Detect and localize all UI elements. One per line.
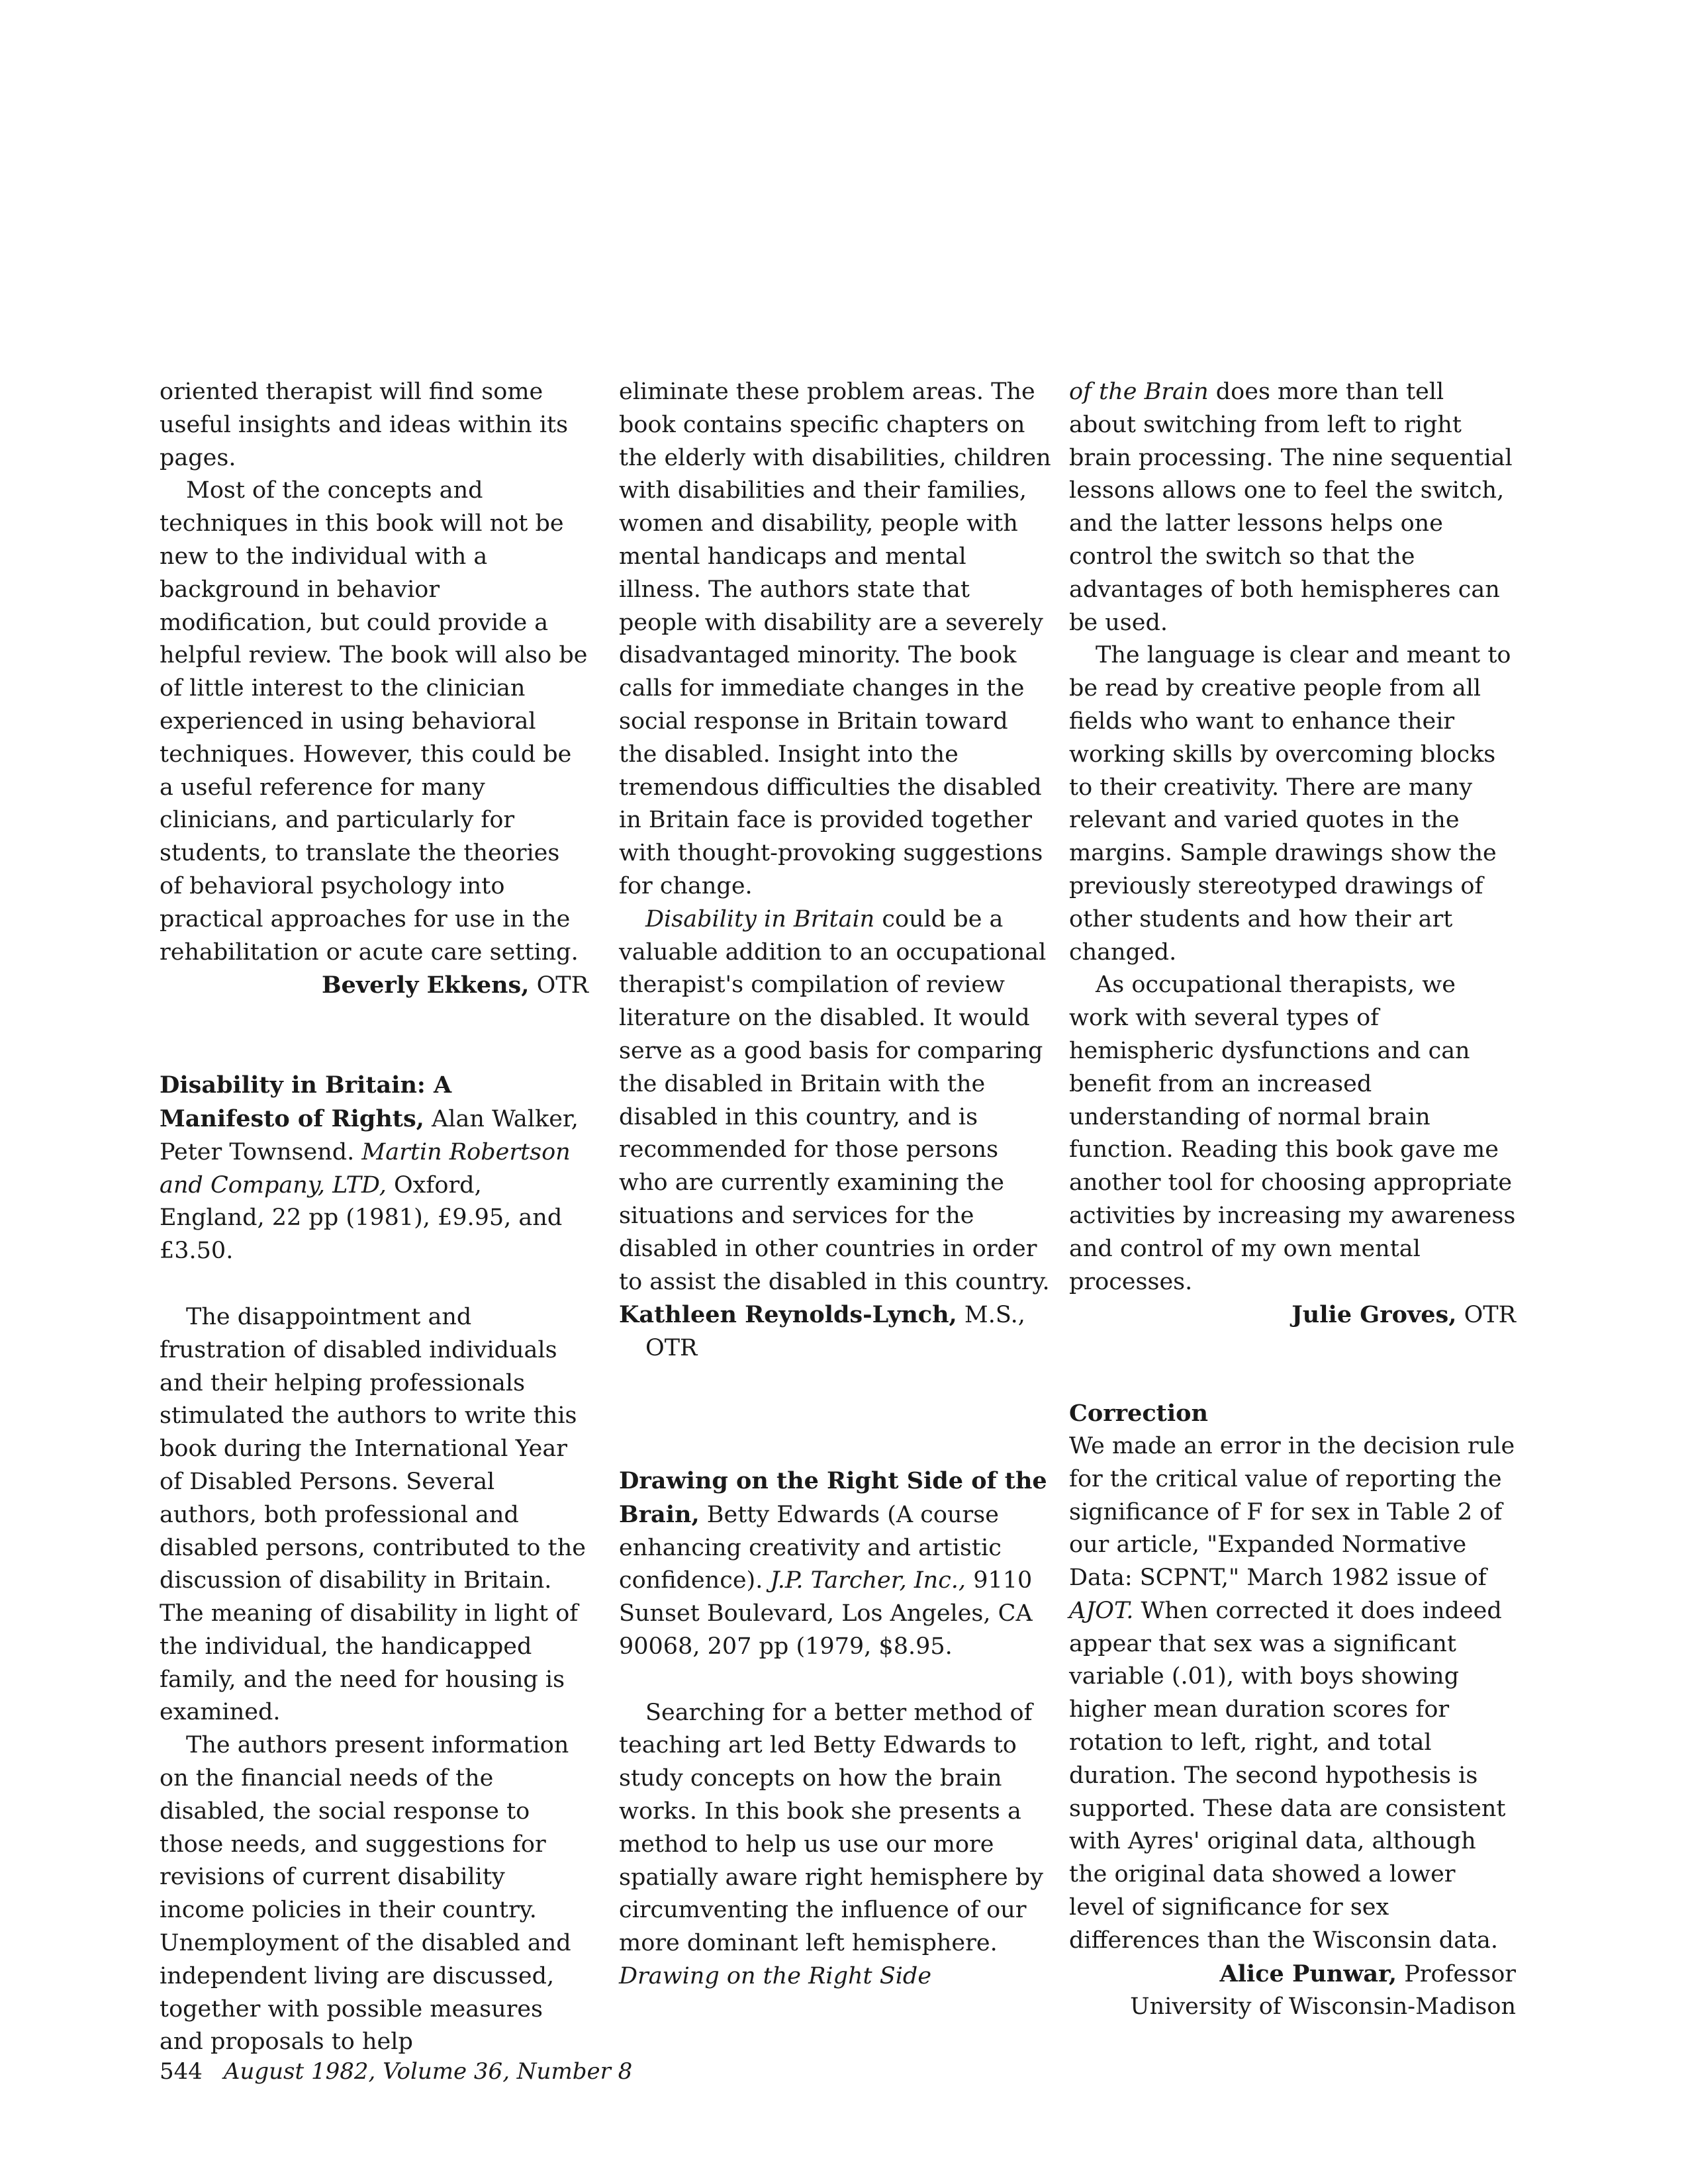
paragraph: Searching for a better method of teaching art led Betty Edwards to study concepts on how the brain works. In this book she presents a method to help us use our more spatially aware right hemisphere by circumventing the influence of our more dominant left hemisphere. Drawing on the Right Side [619, 1699, 1043, 1990]
review-title: Disability in Britain: A Manifesto of Rights, [160, 1071, 452, 1132]
paragraph: Most of the concepts and techniques in this book will not be new to the individual with a background in behavior modification, but could provide a helpful review. The book will also be of little interest to the clinician experienced in using behavioral techniques. However, this could be a useful reference for many clinicians, and particularly for students, to translate the theories of behavioral psychology into practical approaches for use in the rehabilitation or acute care setting. [160, 477, 588, 966]
column-right [1069, 376, 1516, 2024]
review-author: Betty Edwards (A course enhancing creativity and artistic confidence). [619, 1501, 1002, 1594]
signature-title: Professor [1404, 1960, 1516, 1987]
correction-heading: Correction [1069, 1400, 1208, 1428]
review-authors: Alan Walker, Peter Townsend. [160, 1105, 579, 1165]
book-title: of the Brain [1069, 379, 1209, 405]
paragraph: eliminate these problem areas. The book contains specific chapters on the elderly with disabilities, children with disabilities and their families, women and disability, people with mental handicaps and mental illness. The authors state that people with disability are a severely disadvantaged minority. The book calls for immediate changes in the social response in Britain toward the disabled. Insight into the tremendous difficulties the disabled in Britain face is provided together with thought-provoking suggestions for change. [619, 379, 1051, 899]
signature [1069, 1298, 1516, 1332]
journal-name: AJOT. [1069, 1597, 1134, 1624]
column-left [160, 376, 588, 2059]
signature-credential: OTR [645, 1335, 698, 1362]
review-title: Drawing on the Right Side of the Brain, [619, 1467, 1047, 1528]
book-title: Disability in Britain [645, 905, 875, 933]
signature-credential: OTR [536, 972, 588, 999]
review-publisher: Martin Robertson and Company, LTD, [160, 1138, 571, 1199]
paragraph: The language is clear and meant to be read by creative people from all fields who want to enhance their working skills by overcoming blocks to their creativity. There are many relevant and varied quotes in the margins. Sample drawings show the previously stereotyped drawings of other students and how their art changed. [1069, 642, 1511, 966]
signature [619, 1298, 1053, 1332]
paragraph: The disappointment and frustration of disabled individuals and their helping professionals stimulated the authors to write this book during the International Year of Disabled Persons. Several authors, both professional and disabled persons, contributed to the discussion of disability in Britain. The meaning of disability in light of the individual, the handicapped family, and the need for housing is examined. [160, 1303, 586, 1726]
paragraph: Disability in Britain could be a valuable addition to an occupational therapist's compilation of review literature on the disabled. It would serve as a good basis for comparing the disabled in Britain with the disabled in this country, and is recommended for those persons who are currently examining the situations and services for the disabled in other countries in order to assist the disabled in this country. [619, 905, 1050, 1295]
book-title: Drawing on the Right Side [619, 1963, 932, 1990]
review-citation [160, 1069, 588, 1268]
journal-issue: August 1982, Volume 36, Number 8 [223, 2058, 633, 2085]
review-details: Oxford, England, 22 pp (1981), £9.95, and £3.50. [160, 1171, 563, 1265]
paragraph: The authors present information on the financial needs of the disabled, the social response to those needs, and suggestions for revisions of current disability income policies in their country. Unemployment of the disabled and independent living are discussed, together with possible measures and proposals to help [160, 1732, 571, 2056]
correction-body: We made an error in the decision rule for the critical value of reporting the significance of F for sex in Table 2 of our article, "Expanded Normative Data: SCPNT," March 1982 issue of AJOT. When corrected it does indeed appear that sex was a significant variable (.01), with boys showing higher mean duration scores for rotation to left, right, and total duration. The second hypothesis is supported. These data are consistent with Ayres' original data, although the original data showed a lower level of significance for sex differences than the Wisconsin data. [1069, 1432, 1515, 1954]
signature [1069, 1958, 1516, 1991]
paragraph: of the Brain does more than tell about switching from left to right brain processing. The nine sequential lessons allows one to feel the switch, and the latter lessons helps one control the switch so that the advantages of both hemispheres can be used. [1069, 379, 1513, 636]
signature-credential: M.S., [964, 1302, 1025, 1329]
column-middle [619, 376, 1053, 1993]
page-number: 544 [160, 2058, 203, 2085]
signature-name: Kathleen Reynolds-Lynch, [619, 1301, 957, 1329]
signature-name: Beverly Ekkens, [321, 972, 530, 999]
review-publisher: J.P. Tarcher, Inc., [770, 1567, 966, 1594]
signature-name: Alice Punwar, [1219, 1960, 1397, 1987]
signature [160, 969, 588, 1003]
review-citation [619, 1465, 1053, 1664]
paragraph: oriented therapist will find some useful insights and ideas within its pages. [160, 379, 569, 471]
signature-affiliation: University of Wisconsin-Madison [1130, 1993, 1516, 2021]
paragraph: As occupational therapists, we work with several types of hemispheric dysfunctions and can benefit from an increased understanding of normal brain function. Reading this book gave me another tool for choosing appropriate activities by increasing my awareness and control of my own mental processes. [1069, 972, 1516, 1295]
signature-credential: OTR [1464, 1302, 1516, 1329]
review-details: 9110 Sunset Boulevard, Los Angeles, CA 90068, 207 pp (1979, $8.95. [619, 1567, 1033, 1660]
signature-name: Julie Groves, [1291, 1301, 1457, 1329]
page-footer [160, 2058, 632, 2085]
